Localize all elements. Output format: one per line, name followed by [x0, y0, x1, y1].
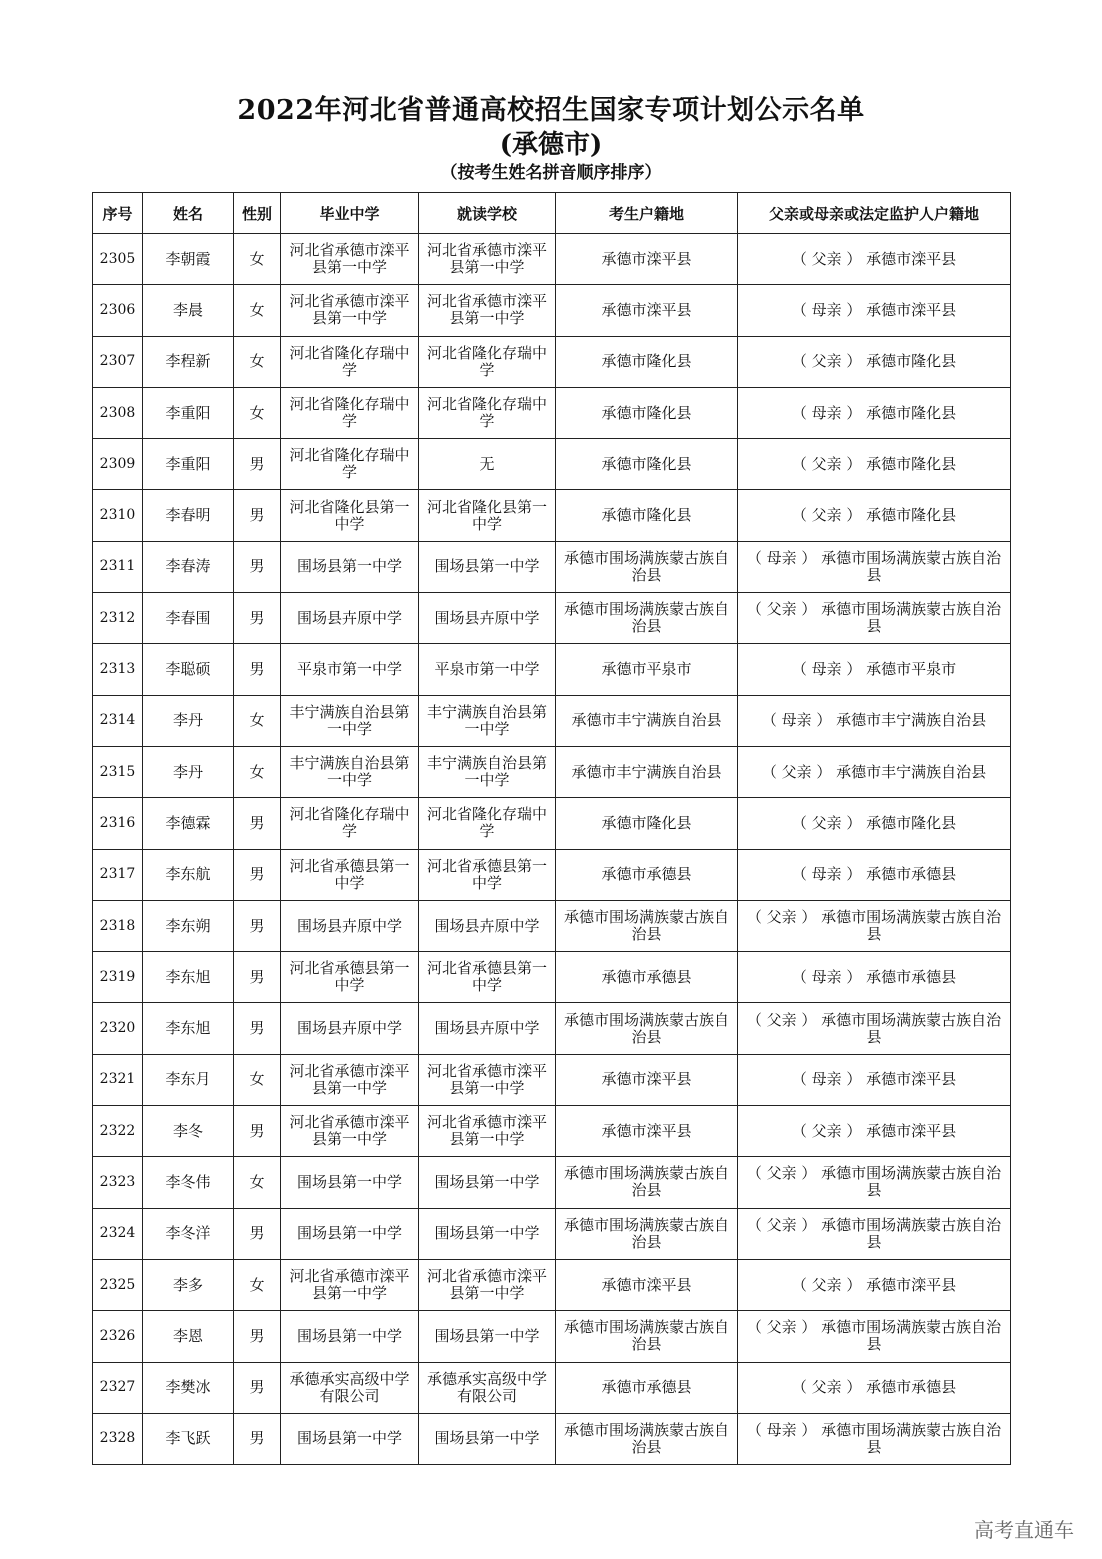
cell-current-school: 河北省承德县第一中学 — [419, 952, 556, 1003]
cell-seq: 2323 — [93, 1157, 143, 1208]
table-row — [93, 541, 1011, 592]
cell-student-residence: 承德市滦平县 — [556, 1259, 738, 1310]
table-row — [93, 695, 1011, 746]
header-guardian-residence: 父亲或母亲或法定监护人户籍地 — [738, 193, 1011, 234]
cell-name: 李程新 — [143, 336, 234, 387]
cell-current-school: 平泉市第一中学 — [419, 644, 556, 695]
header-name: 姓名 — [143, 193, 234, 234]
cell-seq: 2320 — [93, 1003, 143, 1054]
cell-name: 李春明 — [143, 490, 234, 541]
cell-guardian-residence: （ 父亲 ） 承德市丰宁满族自治县 — [738, 746, 1011, 797]
cell-current-school: 围场县卉原中学 — [419, 593, 556, 644]
header-student-residence: 考生户籍地 — [556, 193, 738, 234]
cell-name: 李晨 — [143, 285, 234, 336]
cell-student-residence: 承德市滦平县 — [556, 285, 738, 336]
cell-guardian-residence: （ 母亲 ） 承德市围场满族蒙古族自治县 — [738, 1413, 1011, 1464]
cell-student-residence: 承德市隆化县 — [556, 387, 738, 438]
cell-gender: 男 — [234, 439, 281, 490]
cell-current-school: 河北省隆化存瑞中学 — [419, 387, 556, 438]
cell-current-school: 围场县第一中学 — [419, 1311, 556, 1362]
cell-gender: 男 — [234, 593, 281, 644]
table-row — [93, 952, 1011, 1003]
cell-student-residence: 承德市隆化县 — [556, 336, 738, 387]
cell-guardian-residence: （ 父亲 ） 承德市隆化县 — [738, 439, 1011, 490]
cell-student-residence: 承德市丰宁满族自治县 — [556, 695, 738, 746]
roster-table — [92, 192, 1011, 1465]
cell-graduation-school: 承德承实高级中学有限公司 — [281, 1362, 419, 1413]
cell-seq: 2319 — [93, 952, 143, 1003]
cell-name: 李重阳 — [143, 387, 234, 438]
cell-graduation-school: 围场县卉原中学 — [281, 1003, 419, 1054]
table-row — [93, 593, 1011, 644]
cell-gender: 女 — [234, 234, 281, 285]
cell-name: 李重阳 — [143, 439, 234, 490]
cell-guardian-residence: （ 父亲 ） 承德市围场满族蒙古族自治县 — [738, 1208, 1011, 1259]
table-row — [93, 746, 1011, 797]
cell-gender: 男 — [234, 1413, 281, 1464]
table-row — [93, 1106, 1011, 1157]
cell-name: 李东旭 — [143, 952, 234, 1003]
cell-gender: 女 — [234, 285, 281, 336]
cell-seq: 2310 — [93, 490, 143, 541]
cell-current-school: 河北省承德市滦平县第一中学 — [419, 234, 556, 285]
cell-student-residence: 承德市承德县 — [556, 952, 738, 1003]
table-row — [93, 1003, 1011, 1054]
cell-student-residence: 承德市围场满族蒙古族自治县 — [556, 593, 738, 644]
table-row — [93, 285, 1011, 336]
cell-gender: 男 — [234, 1311, 281, 1362]
cell-graduation-school: 围场县第一中学 — [281, 1311, 419, 1362]
cell-current-school: 河北省隆化存瑞中学 — [419, 336, 556, 387]
header-graduation-school: 毕业中学 — [281, 193, 419, 234]
cell-gender: 男 — [234, 900, 281, 951]
cell-name: 李恩 — [143, 1311, 234, 1362]
cell-student-residence: 承德市围场满族蒙古族自治县 — [556, 1311, 738, 1362]
cell-current-school: 丰宁满族自治县第一中学 — [419, 695, 556, 746]
cell-student-residence: 承德市承德县 — [556, 1362, 738, 1413]
page-subtitle: (承德市) — [499, 130, 603, 160]
cell-seq: 2316 — [93, 798, 143, 849]
cell-seq: 2313 — [93, 644, 143, 695]
cell-seq: 2322 — [93, 1106, 143, 1157]
page-title: 2022年河北省普通高校招生国家专项计划公示名单 — [237, 95, 865, 126]
cell-current-school: 河北省承德市滦平县第一中学 — [419, 1259, 556, 1310]
cell-gender: 女 — [234, 746, 281, 797]
cell-gender: 男 — [234, 541, 281, 592]
cell-gender: 男 — [234, 644, 281, 695]
cell-graduation-school: 河北省承德市滦平县第一中学 — [281, 285, 419, 336]
table-row — [93, 1157, 1011, 1208]
cell-graduation-school: 河北省承德市滦平县第一中学 — [281, 234, 419, 285]
cell-gender: 男 — [234, 1362, 281, 1413]
cell-graduation-school: 丰宁满族自治县第一中学 — [281, 695, 419, 746]
cell-current-school: 河北省隆化县第一中学 — [419, 490, 556, 541]
cell-name: 李丹 — [143, 695, 234, 746]
table-row — [93, 1311, 1011, 1362]
cell-seq: 2305 — [93, 234, 143, 285]
cell-current-school: 围场县第一中学 — [419, 1413, 556, 1464]
cell-name: 李聪硕 — [143, 644, 234, 695]
cell-current-school: 河北省隆化存瑞中学 — [419, 798, 556, 849]
cell-seq: 2309 — [93, 439, 143, 490]
cell-gender: 女 — [234, 1054, 281, 1105]
cell-guardian-residence: （ 父亲 ） 承德市滦平县 — [738, 1259, 1011, 1310]
cell-student-residence: 承德市围场满族蒙古族自治县 — [556, 1003, 738, 1054]
cell-gender: 男 — [234, 1208, 281, 1259]
sort-note: （按考生姓名拼音顺序排序） — [440, 163, 662, 183]
cell-guardian-residence: （ 母亲 ） 承德市隆化县 — [738, 387, 1011, 438]
cell-gender: 女 — [234, 695, 281, 746]
cell-seq: 2318 — [93, 900, 143, 951]
cell-guardian-residence: （ 父亲 ） 承德市围场满族蒙古族自治县 — [738, 900, 1011, 951]
table-row — [93, 336, 1011, 387]
cell-guardian-residence: （ 父亲 ） 承德市围场满族蒙古族自治县 — [738, 1311, 1011, 1362]
table-row — [93, 644, 1011, 695]
cell-current-school: 河北省承德市滦平县第一中学 — [419, 285, 556, 336]
table-row — [93, 1054, 1011, 1105]
cell-guardian-residence: （ 母亲 ） 承德市围场满族蒙古族自治县 — [738, 541, 1011, 592]
cell-graduation-school: 河北省承德市滦平县第一中学 — [281, 1054, 419, 1105]
cell-seq: 2307 — [93, 336, 143, 387]
cell-seq: 2328 — [93, 1413, 143, 1464]
cell-guardian-residence: （ 父亲 ） 承德市围场满族蒙古族自治县 — [738, 1003, 1011, 1054]
header-seq: 序号 — [93, 193, 143, 234]
cell-name: 李丹 — [143, 746, 234, 797]
cell-guardian-residence: （ 父亲 ） 承德市滦平县 — [738, 234, 1011, 285]
cell-name: 李樊冰 — [143, 1362, 234, 1413]
table-row — [93, 387, 1011, 438]
table-row — [93, 439, 1011, 490]
cell-graduation-school: 河北省隆化存瑞中学 — [281, 336, 419, 387]
cell-name: 李朝霞 — [143, 234, 234, 285]
cell-student-residence: 承德市滦平县 — [556, 1054, 738, 1105]
cell-name: 李东旭 — [143, 1003, 234, 1054]
cell-seq: 2314 — [93, 695, 143, 746]
cell-seq: 2312 — [93, 593, 143, 644]
cell-student-residence: 承德市围场满族蒙古族自治县 — [556, 1157, 738, 1208]
cell-guardian-residence: （ 母亲 ） 承德市丰宁满族自治县 — [738, 695, 1011, 746]
cell-student-residence: 承德市围场满族蒙古族自治县 — [556, 900, 738, 951]
cell-current-school: 围场县第一中学 — [419, 1157, 556, 1208]
cell-guardian-residence: （ 父亲 ） 承德市隆化县 — [738, 798, 1011, 849]
cell-student-residence: 承德市滦平县 — [556, 1106, 738, 1157]
cell-current-school: 承德承实高级中学有限公司 — [419, 1362, 556, 1413]
cell-name: 李德霖 — [143, 798, 234, 849]
cell-student-residence: 承德市承德县 — [556, 849, 738, 900]
cell-graduation-school: 河北省隆化存瑞中学 — [281, 798, 419, 849]
cell-name: 李东月 — [143, 1054, 234, 1105]
table-row — [93, 1413, 1011, 1464]
table-row — [93, 234, 1011, 285]
cell-student-residence: 承德市围场满族蒙古族自治县 — [556, 541, 738, 592]
cell-guardian-residence: （ 父亲 ） 承德市围场满族蒙古族自治县 — [738, 593, 1011, 644]
cell-seq: 2317 — [93, 849, 143, 900]
cell-graduation-school: 平泉市第一中学 — [281, 644, 419, 695]
cell-student-residence: 承德市围场满族蒙古族自治县 — [556, 1208, 738, 1259]
cell-student-residence: 承德市丰宁满族自治县 — [556, 746, 738, 797]
cell-graduation-school: 围场县第一中学 — [281, 1413, 419, 1464]
cell-seq: 2321 — [93, 1054, 143, 1105]
cell-student-residence: 承德市隆化县 — [556, 798, 738, 849]
table-row — [93, 1362, 1011, 1413]
cell-current-school: 丰宁满族自治县第一中学 — [419, 746, 556, 797]
table-row — [93, 849, 1011, 900]
header-current-school: 就读学校 — [419, 193, 556, 234]
cell-seq: 2311 — [93, 541, 143, 592]
cell-guardian-residence: （ 母亲 ） 承德市承德县 — [738, 952, 1011, 1003]
cell-guardian-residence: （ 父亲 ） 承德市隆化县 — [738, 336, 1011, 387]
cell-guardian-residence: （ 父亲 ） 承德市滦平县 — [738, 1106, 1011, 1157]
cell-graduation-school: 河北省隆化县第一中学 — [281, 490, 419, 541]
cell-gender: 女 — [234, 1259, 281, 1310]
cell-current-school: 河北省承德县第一中学 — [419, 849, 556, 900]
cell-graduation-school: 围场县卉原中学 — [281, 593, 419, 644]
cell-gender: 女 — [234, 336, 281, 387]
cell-graduation-school: 河北省隆化存瑞中学 — [281, 439, 419, 490]
cell-student-residence: 承德市滦平县 — [556, 234, 738, 285]
cell-name: 李冬洋 — [143, 1208, 234, 1259]
cell-name: 李冬伟 — [143, 1157, 234, 1208]
cell-gender: 男 — [234, 1003, 281, 1054]
cell-gender: 男 — [234, 798, 281, 849]
cell-graduation-school: 围场县第一中学 — [281, 1208, 419, 1259]
cell-graduation-school: 河北省承德县第一中学 — [281, 849, 419, 900]
cell-gender: 男 — [234, 490, 281, 541]
cell-guardian-residence: （ 母亲 ） 承德市滦平县 — [738, 285, 1011, 336]
cell-name: 李冬 — [143, 1106, 234, 1157]
cell-graduation-school: 围场县第一中学 — [281, 1157, 419, 1208]
cell-seq: 2315 — [93, 746, 143, 797]
table-row — [93, 1208, 1011, 1259]
cell-graduation-school: 丰宁满族自治县第一中学 — [281, 746, 419, 797]
watermark: 高考直通车 — [974, 1518, 1074, 1542]
cell-current-school: 围场县第一中学 — [419, 1208, 556, 1259]
header-gender: 性别 — [234, 193, 281, 234]
cell-gender: 男 — [234, 849, 281, 900]
cell-current-school: 河北省承德市滦平县第一中学 — [419, 1054, 556, 1105]
cell-graduation-school: 围场县第一中学 — [281, 541, 419, 592]
cell-current-school: 河北省承德市滦平县第一中学 — [419, 1106, 556, 1157]
cell-graduation-school: 河北省承德市滦平县第一中学 — [281, 1259, 419, 1310]
cell-student-residence: 承德市围场满族蒙古族自治县 — [556, 1413, 738, 1464]
cell-seq: 2306 — [93, 285, 143, 336]
cell-name: 李东朔 — [143, 900, 234, 951]
cell-guardian-residence: （ 父亲 ） 承德市围场满族蒙古族自治县 — [738, 1157, 1011, 1208]
cell-student-residence: 承德市隆化县 — [556, 490, 738, 541]
cell-seq: 2308 — [93, 387, 143, 438]
cell-current-school: 围场县第一中学 — [419, 541, 556, 592]
cell-guardian-residence: （ 母亲 ） 承德市承德县 — [738, 849, 1011, 900]
cell-guardian-residence: （ 母亲 ） 承德市滦平县 — [738, 1054, 1011, 1105]
cell-name: 李飞跃 — [143, 1413, 234, 1464]
cell-gender: 男 — [234, 952, 281, 1003]
cell-current-school: 围场县卉原中学 — [419, 900, 556, 951]
cell-graduation-school: 河北省承德市滦平县第一中学 — [281, 1106, 419, 1157]
table-header-row — [93, 193, 1011, 234]
cell-graduation-school: 河北省承德县第一中学 — [281, 952, 419, 1003]
cell-student-residence: 承德市隆化县 — [556, 439, 738, 490]
cell-seq: 2324 — [93, 1208, 143, 1259]
cell-name: 李多 — [143, 1259, 234, 1310]
cell-gender: 女 — [234, 387, 281, 438]
cell-graduation-school: 围场县卉原中学 — [281, 900, 419, 951]
cell-gender: 男 — [234, 1106, 281, 1157]
cell-gender: 女 — [234, 1157, 281, 1208]
cell-name: 李春围 — [143, 593, 234, 644]
cell-guardian-residence: （ 父亲 ） 承德市隆化县 — [738, 490, 1011, 541]
cell-current-school: 无 — [419, 439, 556, 490]
cell-seq: 2325 — [93, 1259, 143, 1310]
table-row — [93, 1259, 1011, 1310]
cell-name: 李春涛 — [143, 541, 234, 592]
cell-guardian-residence: （ 母亲 ） 承德市平泉市 — [738, 644, 1011, 695]
cell-seq: 2327 — [93, 1362, 143, 1413]
table-row — [93, 798, 1011, 849]
cell-student-residence: 承德市平泉市 — [556, 644, 738, 695]
cell-graduation-school: 河北省隆化存瑞中学 — [281, 387, 419, 438]
cell-current-school: 围场县卉原中学 — [419, 1003, 556, 1054]
table-row — [93, 900, 1011, 951]
cell-seq: 2326 — [93, 1311, 143, 1362]
table-row — [93, 490, 1011, 541]
cell-guardian-residence: （ 父亲 ） 承德市承德县 — [738, 1362, 1011, 1413]
cell-name: 李东航 — [143, 849, 234, 900]
